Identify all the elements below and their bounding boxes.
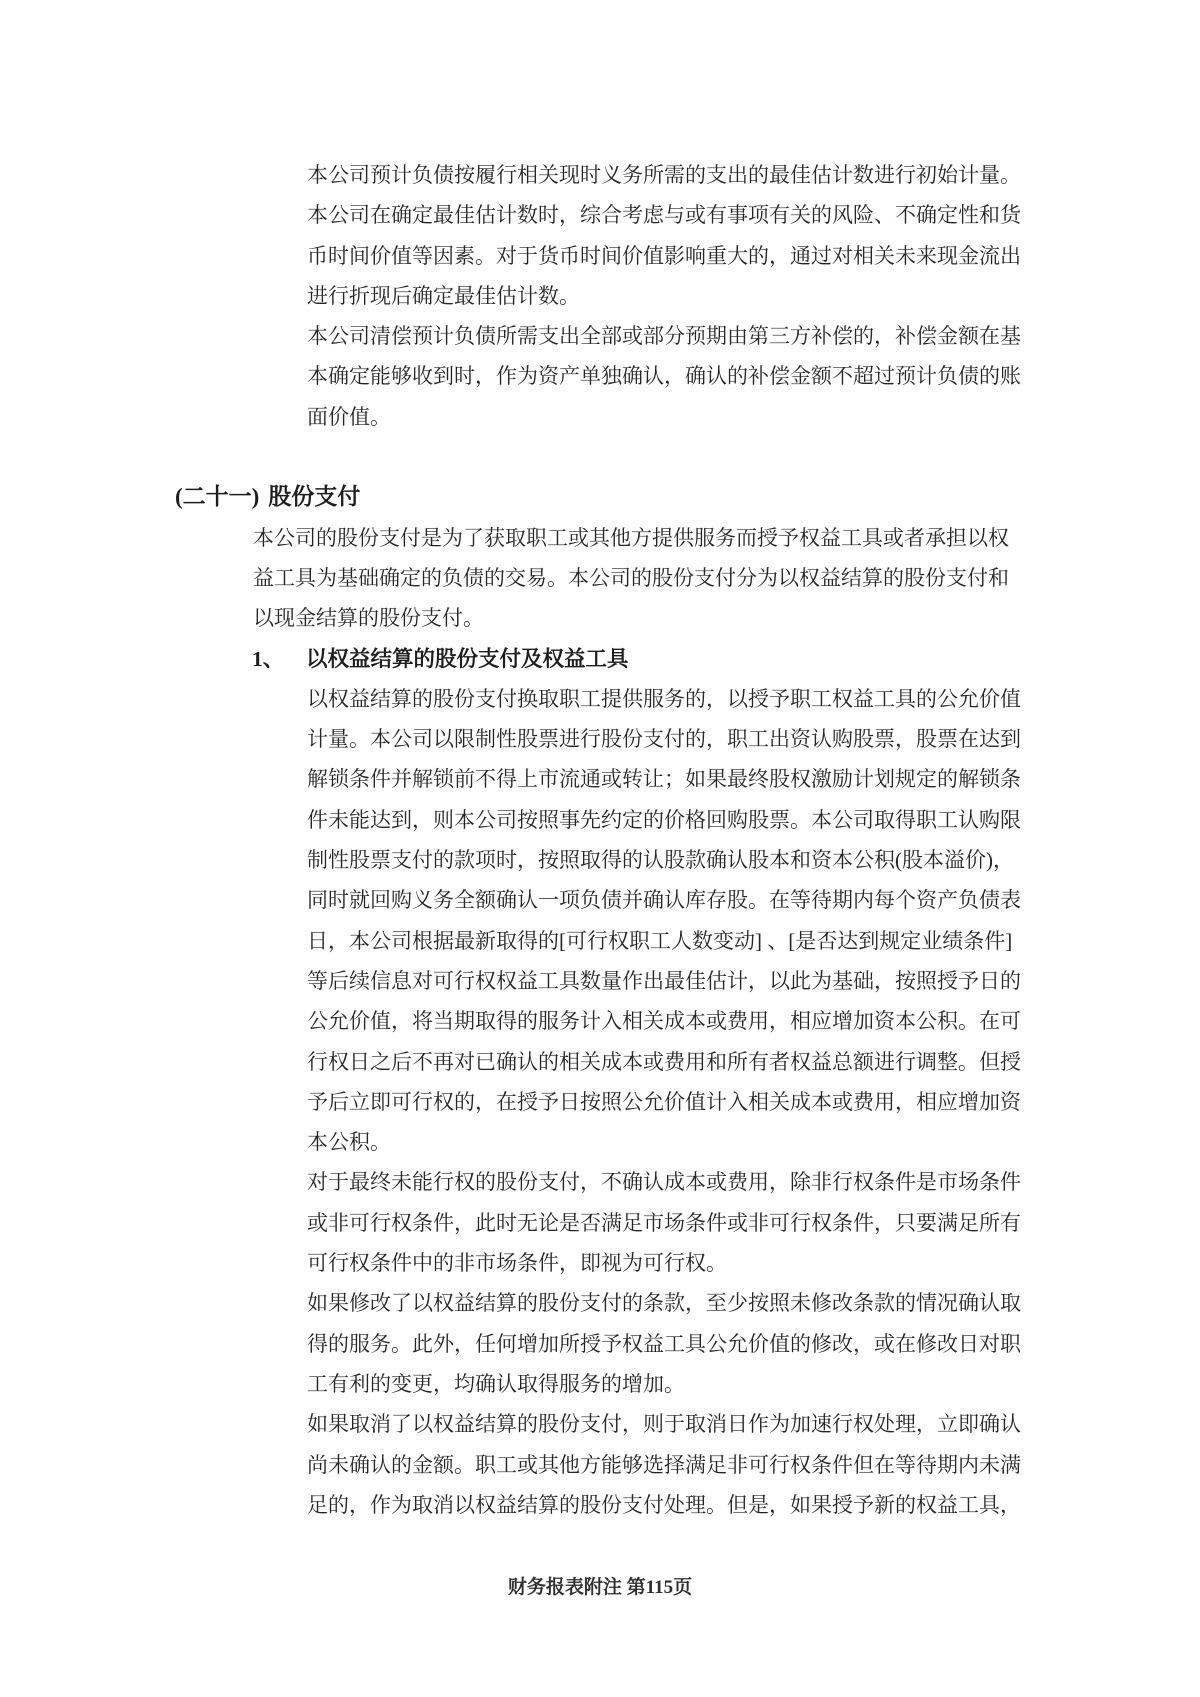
paragraph-modification-of-terms — [0, 1283, 1200, 1404]
text-line: 尚未确认的金额。职工或其他方能够选择满足非可行权条件但在等待期内未满 — [307, 1452, 1021, 1477]
item-1-number: 1、 — [252, 646, 285, 671]
paragraph-equity-settled-measurement — [0, 679, 1200, 1163]
text-line: 以权益结算的股份支付换取职工提供服务的，以授予职工权益工具的公允价值 — [307, 686, 1021, 711]
text-line: 币时间价值等因素。对于货币时间价值影响重大的，通过对相关未来现金流出 — [307, 243, 1021, 268]
text-line: 同时就回购义务全额确认一项负债并确认库存股。在等待期内每个资产负债表 — [307, 888, 1021, 913]
text-line: 制性股票支付的款项时，按照取得的认股款确认股本和资本公积(股本溢价)， — [307, 848, 1014, 873]
text-line: 本公积。 — [307, 1130, 391, 1155]
text-line: 本确定能够收到时，作为资产单独确认，确认的补偿金额不超过预计负债的账 — [307, 364, 1021, 389]
text-line: 对于最终未能行权的股份支付，不确认成本或费用，除非行权条件是市场条件 — [307, 1170, 1021, 1195]
text-line: 益工具为基础确定的负债的交易。本公司的股份支付分为以权益结算的股份支付和 — [253, 565, 1009, 590]
text-line: 日，本公司根据最新取得的[可行权职工人数变动] 、[是否达到规定业绩条件] — [307, 928, 1013, 953]
text-line: 公允价值，将当期取得的服务计入相关成本或费用，相应增加资本公积。在可 — [307, 1009, 1021, 1034]
text-line: 本公司预计负债按履行相关现时义务所需的支出的最佳估计数进行初始计量。 — [307, 163, 1021, 187]
spacer — [0, 437, 1200, 477]
page-footer: 财务报表附注 第115页 — [507, 1577, 693, 1598]
paragraph-cancellation-treatment — [0, 1404, 1200, 1525]
section-number: (二十一) — [175, 484, 260, 510]
text-line: 进行折现后确定最佳估计数。 — [307, 283, 580, 308]
text-line: 如果取消了以权益结算的股份支付，则于取消日作为加速行权处理，立即确认 — [307, 1412, 1021, 1437]
text-line: 等后续信息对可行权权益工具数量作出最佳估计，以此为基础，按照授予日的 — [307, 968, 1021, 993]
text-line: 可行权条件中的非市场条件，即视为可行权。 — [307, 1251, 727, 1276]
text-line: 予后立即可行权的，在授予日按照公允价值计入相关成本或费用，相应增加资 — [307, 1089, 1021, 1114]
text-line: 以现金结算的股份支付。 — [253, 606, 484, 631]
text-flow — [0, 155, 1200, 1525]
text-line: 计量。本公司以限制性股票进行股份支付的，职工出资认购股票，股票在达到 — [307, 727, 1021, 752]
section-heading-21 — [175, 477, 1200, 517]
text-line: 行权日之后不再对已确认的相关成本或费用和所有者权益总额进行调整。但授 — [307, 1049, 1021, 1074]
text-line: 本公司在确定最佳估计数时，综合考虑与或有事项有关的风险、不确定性和货 — [307, 203, 1021, 228]
text-line: 工有利的变更，均确认取得服务的增加。 — [307, 1371, 685, 1396]
text-line: 本公司的股份支付是为了获取职工或其他方提供服务而授予权益工具或者承担以权 — [253, 525, 1009, 550]
section-title: 股份支付 — [268, 484, 361, 510]
text-line: 件未能达到，则本公司按照事先约定的价格回购股票。本公司取得职工认购限 — [307, 807, 1021, 832]
text-line: 或非可行权条件，此时无论是否满足市场条件或非可行权条件，只要满足所有 — [307, 1210, 1021, 1235]
text-line: 本公司清偿预计负债所需支出全部或部分预期由第三方补偿的，补偿金额在基 — [307, 324, 1021, 349]
text-line: 解锁条件并解锁前不得上市流通或转让；如果最终股权激励计划规定的解锁条 — [307, 767, 1021, 792]
text-line: 面价值。 — [307, 404, 391, 429]
paragraph-non-vesting-treatment — [0, 1162, 1200, 1283]
text-line: 如果修改了以权益结算的股份支付的条款，至少按照未修改条款的情况确认取 — [307, 1291, 1021, 1316]
item-1-title: 以权益结算的股份支付及权益工具 — [306, 646, 629, 671]
text-line: 得的服务。此外，任何增加所授予权益工具公允价值的修改，或在修改日对职 — [307, 1331, 1021, 1356]
text-line: 足的，作为取消以权益结算的股份支付处理。但是，如果授予新的权益工具， — [307, 1492, 1021, 1517]
paragraph-provision-initial-measurement — [0, 155, 1200, 316]
item-1-heading — [252, 639, 1200, 679]
paragraph-provision-reimbursement — [0, 316, 1200, 437]
paragraph-share-payment-intro — [0, 518, 1200, 639]
